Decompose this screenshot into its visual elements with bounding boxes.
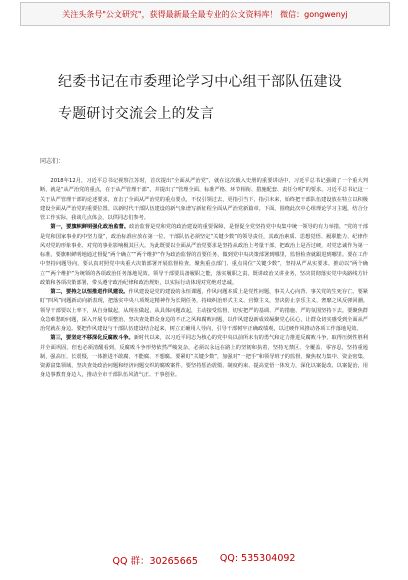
qq-group-text: QQ 群：30265665 [112,556,198,567]
footer [0,553,408,567]
body-paragraph [40,288,368,334]
paragraph-text: 2018年12月，习近平总书记视察江苏时，首次提出“全面从严治党”，就在这次载入史册的重要讲话中，习近平总书记强调了一个重大判断，就是“从严治党的重点，在于从严管理干部”，并提出了“管理全面、标准严格、环节相衔、措施配套、责任分明”的要求。习近平总书记这一关于从严管理干部的论述要求，直击了全面从严治党的重点要点，不仅引领过去，更指引当下，指引未来，始终把干部队伍建设放在特立以积极建设全面从严治党的重要位置。以新时代干部队伍建设的新气象谱写新征程全面从严治党新篇章。下面，围绕此次中心组理论学习主题，结合分管工作实际，我谈几点体会，以供同志们参考。 [40,178,368,221]
salutation: 同志们： [40,158,65,165]
body-paragraph [40,334,368,380]
paragraph-heading: 第二，要持之以恒推进作风建设。 [50,289,129,295]
paragraph-heading: 第一，要旗帜鲜明强化政治监督。 [50,224,130,231]
promo-banner [20,2,390,26]
body-paragraph [40,223,368,288]
document-body [40,177,368,381]
promo-banner-text: 关注头条号"公文研究"，获得最新最全最专业的公文资料库！ 微信：gongwenyj [62,9,348,19]
paragraph-text: 新时代以来，以习近平同志为核心的党中央以前所未有的勇气和定力推进反腐败斗争，取得压倒性胜利并全面巩固。但也必须清醒看到，反腐败斗争形势依然严峻复杂，必须以永远在路上的坚韧和执着，坚持无禁区、全覆盖、零容忍，坚持重遏制、强高压、长震慑，一体推进不敢腐、不能腐、不想腐。要紧盯“关键少数”，加强对“一把手”和领导班子的监督，聚焦权力集中、资金密集、资源富集领域，坚决查处政治问题和经济问题交织的腐败案件。要坚持惩治震慑、制度约束、提高觉悟一体发力，深化以案促改、以案促治，用身边事教育身边人，推动全市干部队伍风清气正、干事创业。 [40,335,368,379]
document-title: 纪委书记在市委理论学习中心组干部队伍建设专题研讨交流会上的发言 [58,74,342,122]
body-paragraph [40,177,368,223]
paragraph-text: 政治监督是党和党的政治建设的重要保障，是督促全党坚持党中央集中统一领导的有力举措，“党的干部是党和国家事业的中坚力量”，政治标准应放在第一位，干部队伍必须坚定“关键少数”的领导责任，其政治素质、思想觉悟、履职能力、纪律作风对党的形象事业、对党的事业影响极其巨大。为此既要以全面从严治党要求是坚持从政治上考量干部，把政治上是否过硬，对党忠诚作为第一标准，要旗帜鲜明地通过督促“两个确立”“两个维护”作为政治监督的首要任务，做到党中央决策部署到哪里，监督检查就跟进到哪里。要在工作中坚持问题导向，要认真对照党中央重大决策部署开展监督检查，聚焦重点部门、重点岗位“关键少数”，坚持从严从实要求，推动以“两个确立”“两个维护”为统领的各项政治任务落地见效。领导干部要具备履职之能，落实履职之责，既讲政治又讲业务，坚决贯彻落实党中央路线方针政策和各项决策部署，带头遵守政治纪律和政治规矩，以实际行动体现对党绝对忠诚。 [40,224,368,286]
qq-contact-text: QQ: 535304092 [219,553,296,564]
paragraph-heading: 第三，要坚定不移深化反腐败斗争。 [50,335,134,342]
paragraph-text: 作风建设是党的建设的永恒课题，作风问题本质上是党性问题，事关人心向背、事关党的生死存亡。要紧盯“四风”问题新动向新表现，把落实中央八项规定精神作为长期任务，持续纠治形式主义、官僚主义，坚决防止享乐主义、奢靡之风反弹回潮。领导干部要以上率下，从自身做起，从现在做起，从具体问题改起，主动接受监督，切实把严的基调、严的措施、严的氛围坚持下去。要聚焦群众急难愁盼问题，深入开展专项整治，坚决查处群众身边的不正之风和腐败问题，以作风建设新成效凝聚党心民心，让群众切实感受到全面从严治党就在身边。要把作风建设与干部队伍建设结合起来，树立正确用人导向，引导干部树牢正确政绩观，以过硬作风推动各项工作落地见效。 [40,289,368,332]
